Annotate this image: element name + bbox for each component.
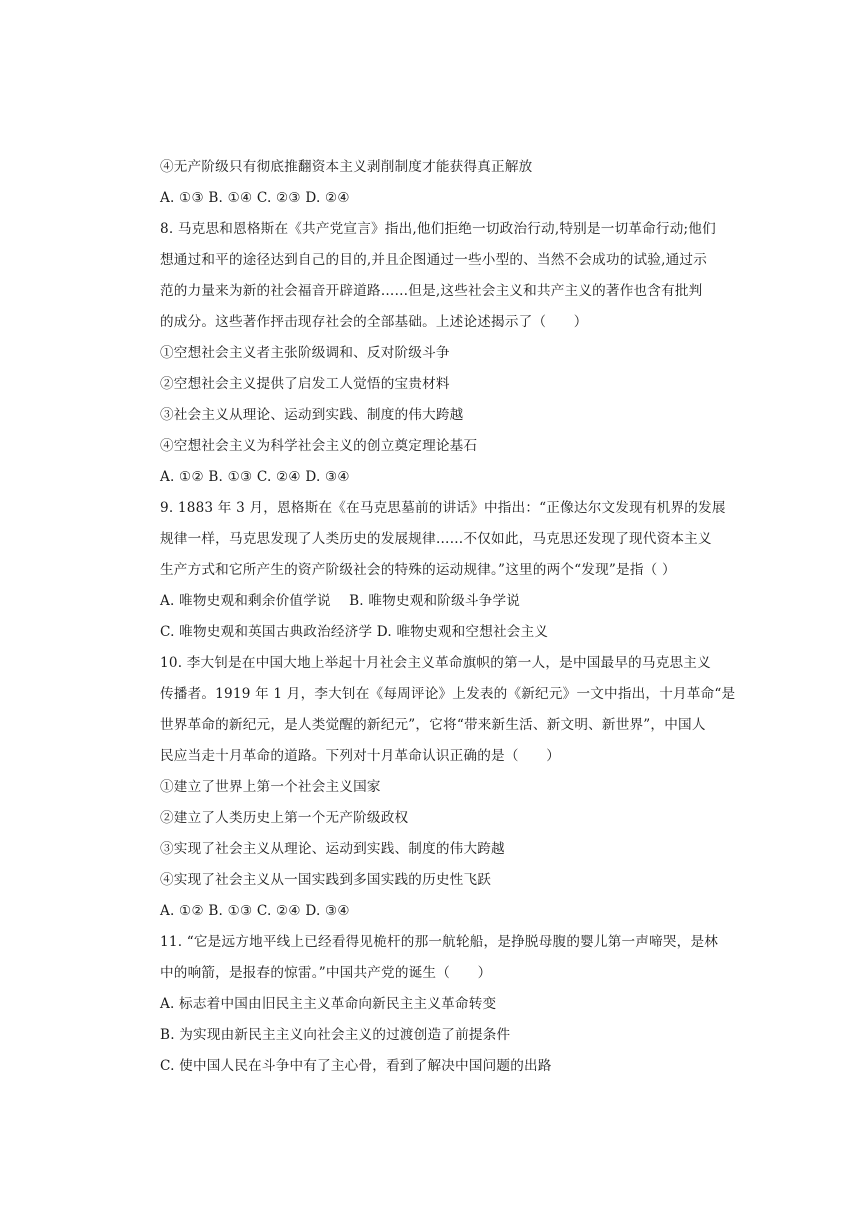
q10-stem-line: 传播者。1919 年 1 月，李大钊在《每周评论》上发表的《新纪元》一文中指出，十月革命“是 xyxy=(160,686,736,702)
q10-answer-choices: A. ①② B. ①③ C. ②④ D. ③④ xyxy=(160,903,350,919)
question-8 xyxy=(160,214,716,493)
question-11 xyxy=(160,927,719,1082)
q8-stem-line: 的成分。这些著作抨击现存社会的全部基础。上述论述揭示了（ ） xyxy=(160,314,588,330)
q9-answer-line: A. 唯物史观和剩余价值学说 B. 唯物史观和阶级斗争学说 xyxy=(160,593,521,609)
q9-stem-line: 规律一样，马克思发现了人类历史的发展规律……不仅如此，马克思还发现了现代资本主义 xyxy=(160,531,712,547)
q8-option-1: ①空想社会主义者主张阶级调和、反对阶级斗争 xyxy=(160,345,450,361)
q9-stem-line: 9. 1883 年 3 月，恩格斯在《在马克思墓前的讲话》中指出：“正像达尔文发现有机界的发展 xyxy=(160,500,726,516)
q8-stem-line: 范的力量来为新的社会福音开辟道路……但是,这些社会主义和共产主义的著作也含有批判 xyxy=(160,283,703,299)
q8-option-3: ③社会主义从理论、运动到实践、制度的伟大跨越 xyxy=(160,407,464,423)
q10-option-1: ①建立了世界上第一个社会主义国家 xyxy=(160,779,381,795)
q8-answer-choices: A. ①② B. ①③ C. ②④ D. ③④ xyxy=(160,469,350,485)
q10-option-3: ③实现了社会主义从理论、运动到实践、制度的伟大跨越 xyxy=(160,841,505,857)
q11-answer-line: B. 为实现由新民主主义向社会主义的过渡创造了前提条件 xyxy=(160,1027,511,1043)
q11-answer-line: A. 标志着中国由旧民主主义革命向新民主主义革命转变 xyxy=(160,996,497,1012)
q8-option-4: ④空想社会主义为科学社会主义的创立奠定理论基石 xyxy=(160,438,478,454)
q11-answer-line: C. 使中国人民在斗争中有了主心骨，看到了解决中国问题的出路 xyxy=(160,1058,552,1074)
q10-option-2: ②建立了人类历史上第一个无产阶级政权 xyxy=(160,810,409,826)
q7-answer-choices: A. ①③ B. ①④ C. ②③ D. ②④ xyxy=(160,190,350,206)
q10-stem-line: 世界革命的新纪元，是人类觉醒的新纪元”，它将“带来新生活、新文明、新世界”，中国人 xyxy=(160,717,706,733)
q8-option-2: ②空想社会主义提供了启发工人觉悟的宝贵材料 xyxy=(160,376,450,392)
q11-stem-line: 11. “它是远方地平线上已经看得见桅杆的那一航轮船，是挣脱母腹的婴儿第一声啼哭，是林 xyxy=(160,934,719,950)
exam-page xyxy=(160,152,736,1082)
q9-answer-line: C. 唯物史观和英国古典政治经济学 D. 唯物史观和空想社会主义 xyxy=(160,624,549,640)
q10-stem-line: 民应当走十月革命的道路。下列对十月革命认识正确的是（ ） xyxy=(160,748,561,764)
q9-stem-line: 生产方式和它所产生的资产阶级社会的特殊的运动规律。”这里的两个“发现”是指（ ） xyxy=(160,562,676,578)
q8-stem-line: 8. 马克思和恩格斯在《共产党宣言》指出,他们拒绝一切政治行动,特别是一切革命行动;他们 xyxy=(160,221,716,237)
q10-stem-line: 10. 李大钊是在中国大地上举起十月社会主义革命旗帜的第一人，是中国最早的马克思主义 xyxy=(160,655,711,671)
q10-option-4: ④实现了社会主义从一国实践到多国实践的历史性飞跃 xyxy=(160,872,492,888)
question-10 xyxy=(160,648,736,927)
q8-stem-line: 想通过和平的途径达到自己的目的,并且企图通过一些小型的、当然不会成功的试验,通过示 xyxy=(160,252,707,268)
question-9 xyxy=(160,493,726,648)
q11-stem-line: 中的响箭，是报春的惊雷。”中国共产党的诞生（ ） xyxy=(160,965,492,981)
q7-option-4: ④无产阶级只有彻底推翻资本主义剥削制度才能获得真正解放 xyxy=(160,159,533,175)
